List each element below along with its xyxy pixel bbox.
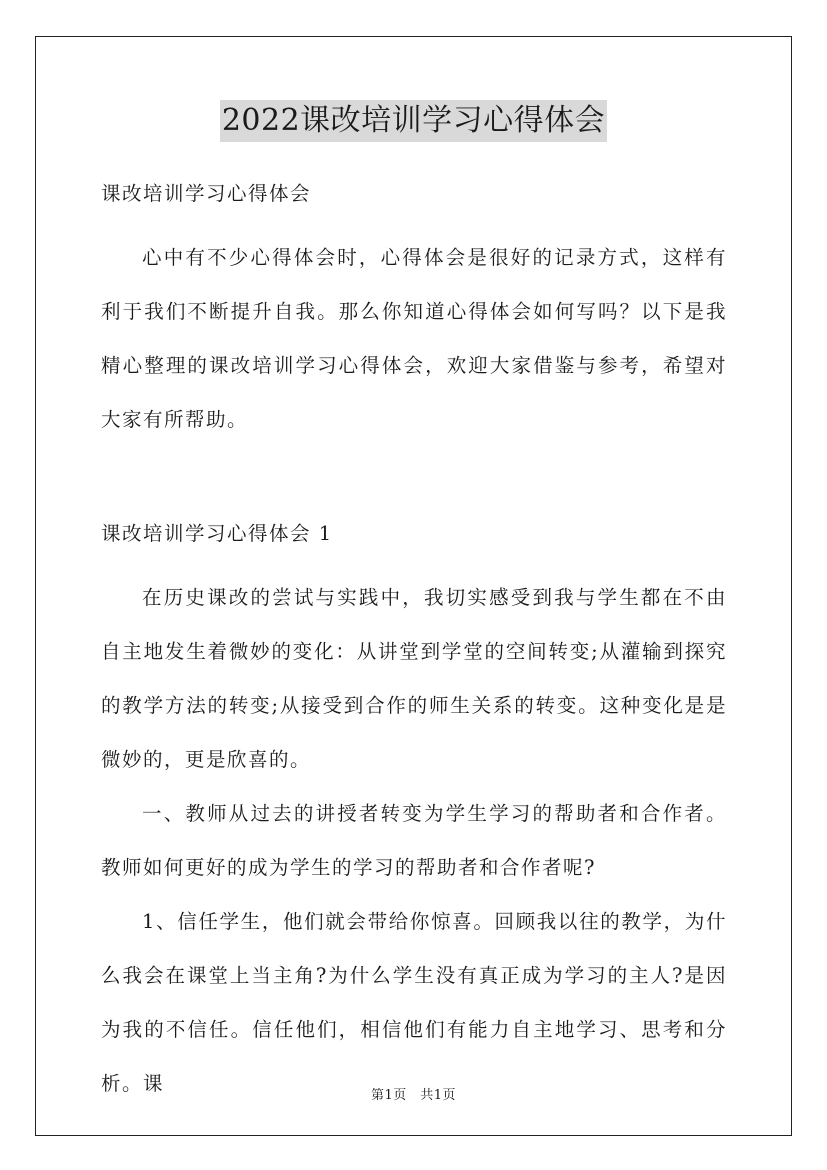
- document-title: 2022课改培训学习心得体会: [220, 100, 607, 142]
- body-paragraph: 一、教师从过去的讲授者转变为学生学习的帮助者和合作者。教师如何更好的成为学生的学习的帮助者和合作者呢?: [101, 802, 727, 879]
- subtitle: 课改培训学习心得体会: [101, 182, 312, 205]
- body-paragraph: 在历史课改的尝试与实践中，我切实感受到我与学生都在不由自主地发生着微妙的变化：从讲堂到学堂的空间转变;从灌输到探究的教学方法的转变;从接受到合作的师生关系的转变。这种变化是是微妙的，更是欣喜的。: [101, 586, 727, 771]
- body-paragraph: 1、信任学生，他们就会带给你惊喜。回顾我以往的教学，为什么我会在课堂上当主角?为什么学生没有真正成为学习的主人?是因为我的不信任。信任他们，相信他们有能力自主地学习、思考和分析。课: [101, 910, 727, 1095]
- section-heading: 课改培训学习心得体会 1: [101, 522, 333, 545]
- document-body: [101, 175, 727, 1111]
- intro-paragraph: 心中有不少心得体会时，心得体会是很好的记录方式，这样有利于我们不断提升自我。那么你知道心得体会如何写吗？以下是我精心整理的课改培训学习心得体会，欢迎大家借鉴与参考，希望对大家有所帮助。: [101, 246, 727, 431]
- document-title-wrap: [0, 100, 827, 142]
- page-footer: 第1页 共1页: [370, 1088, 457, 1103]
